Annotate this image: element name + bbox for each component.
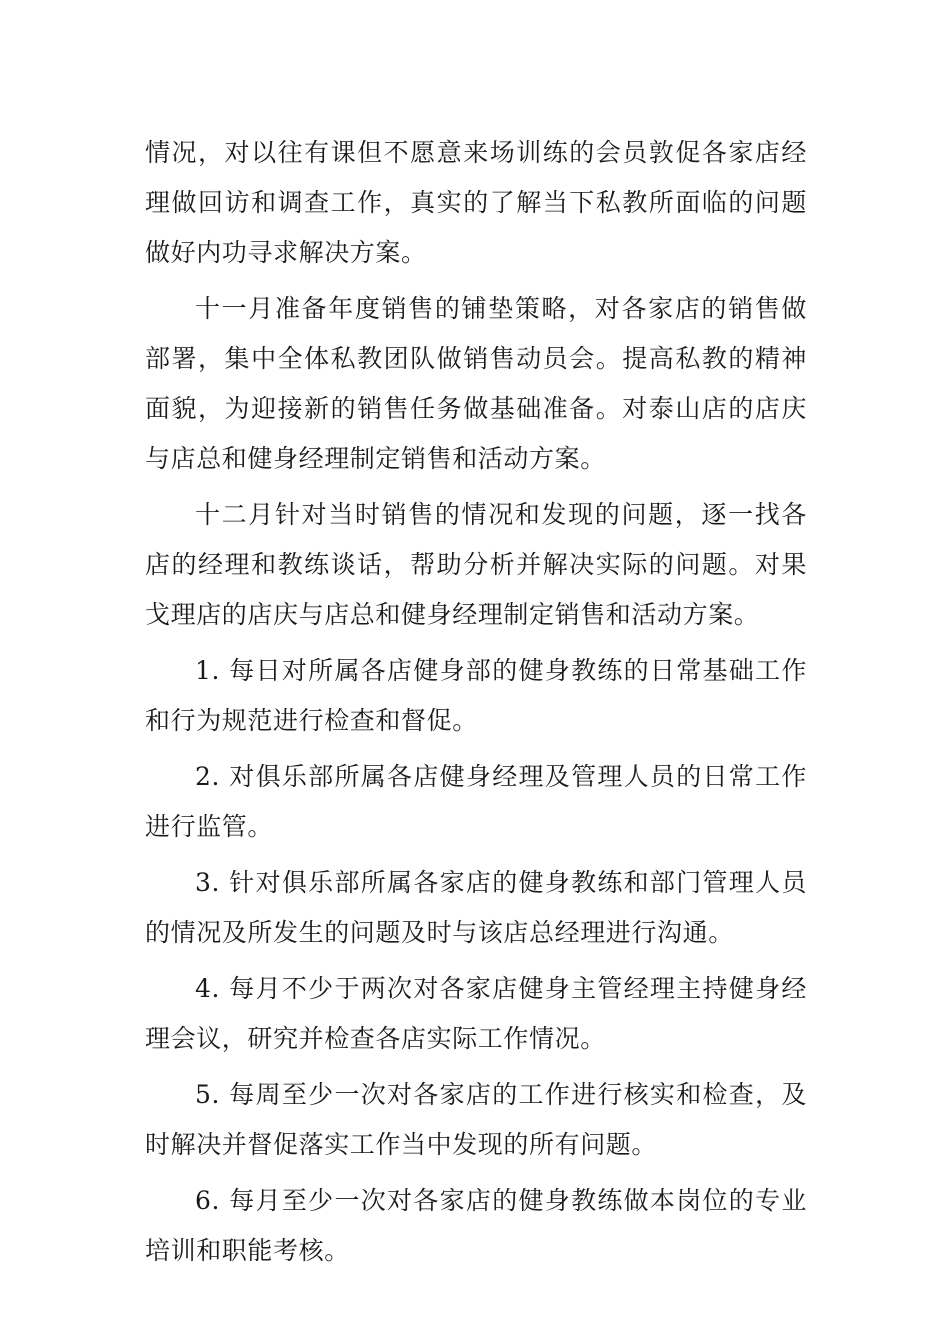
document-body — [145, 128, 807, 1282]
list-item-3: 3. 针对俱乐部所属各家店的健身教练和部门管理人员的情况及所发生的问题及时与该店总经理进行沟通。 — [145, 868, 807, 947]
list-item-5: 5. 每周至少一次对各家店的工作进行核实和检查，及时解决并督促落实工作当中发现的所有问题。 — [145, 1080, 807, 1159]
paragraph-november: 十一月准备年度销售的铺垫策略，对各家店的销售做部署，集中全体私教团队做销售动员会。提高私教的精神面貌，为迎接新的销售任务做基础准备。对泰山店的店庆与店总和健身经理制定销售和活动方案。 — [145, 294, 807, 473]
list-item-4: 4. 每月不少于两次对各家店健身主管经理主持健身经理会议，研究并检查各店实际工作情况。 — [145, 974, 807, 1053]
paragraph-december: 十二月针对当时销售的情况和发现的问题，逐一找各店的经理和教练谈话，帮助分析并解决实际的问题。对果戈理店的店庆与店总和健身经理制定销售和活动方案。 — [145, 500, 807, 629]
paragraph-continuation: 情况，对以往有课但不愿意来场训练的会员敦促各家店经理做回访和调查工作，真实的了解当下私教所面临的问题做好内功寻求解决方案。 — [145, 138, 807, 267]
list-item-6: 6. 每月至少一次对各家店的健身教练做本岗位的专业培训和职能考核。 — [145, 1186, 807, 1265]
list-item-1: 1. 每日对所属各店健身部的健身教练的日常基础工作和行为规范进行检查和督促。 — [145, 656, 807, 735]
list-item-2: 2. 对俱乐部所属各店健身经理及管理人员的日常工作进行监管。 — [145, 762, 807, 841]
